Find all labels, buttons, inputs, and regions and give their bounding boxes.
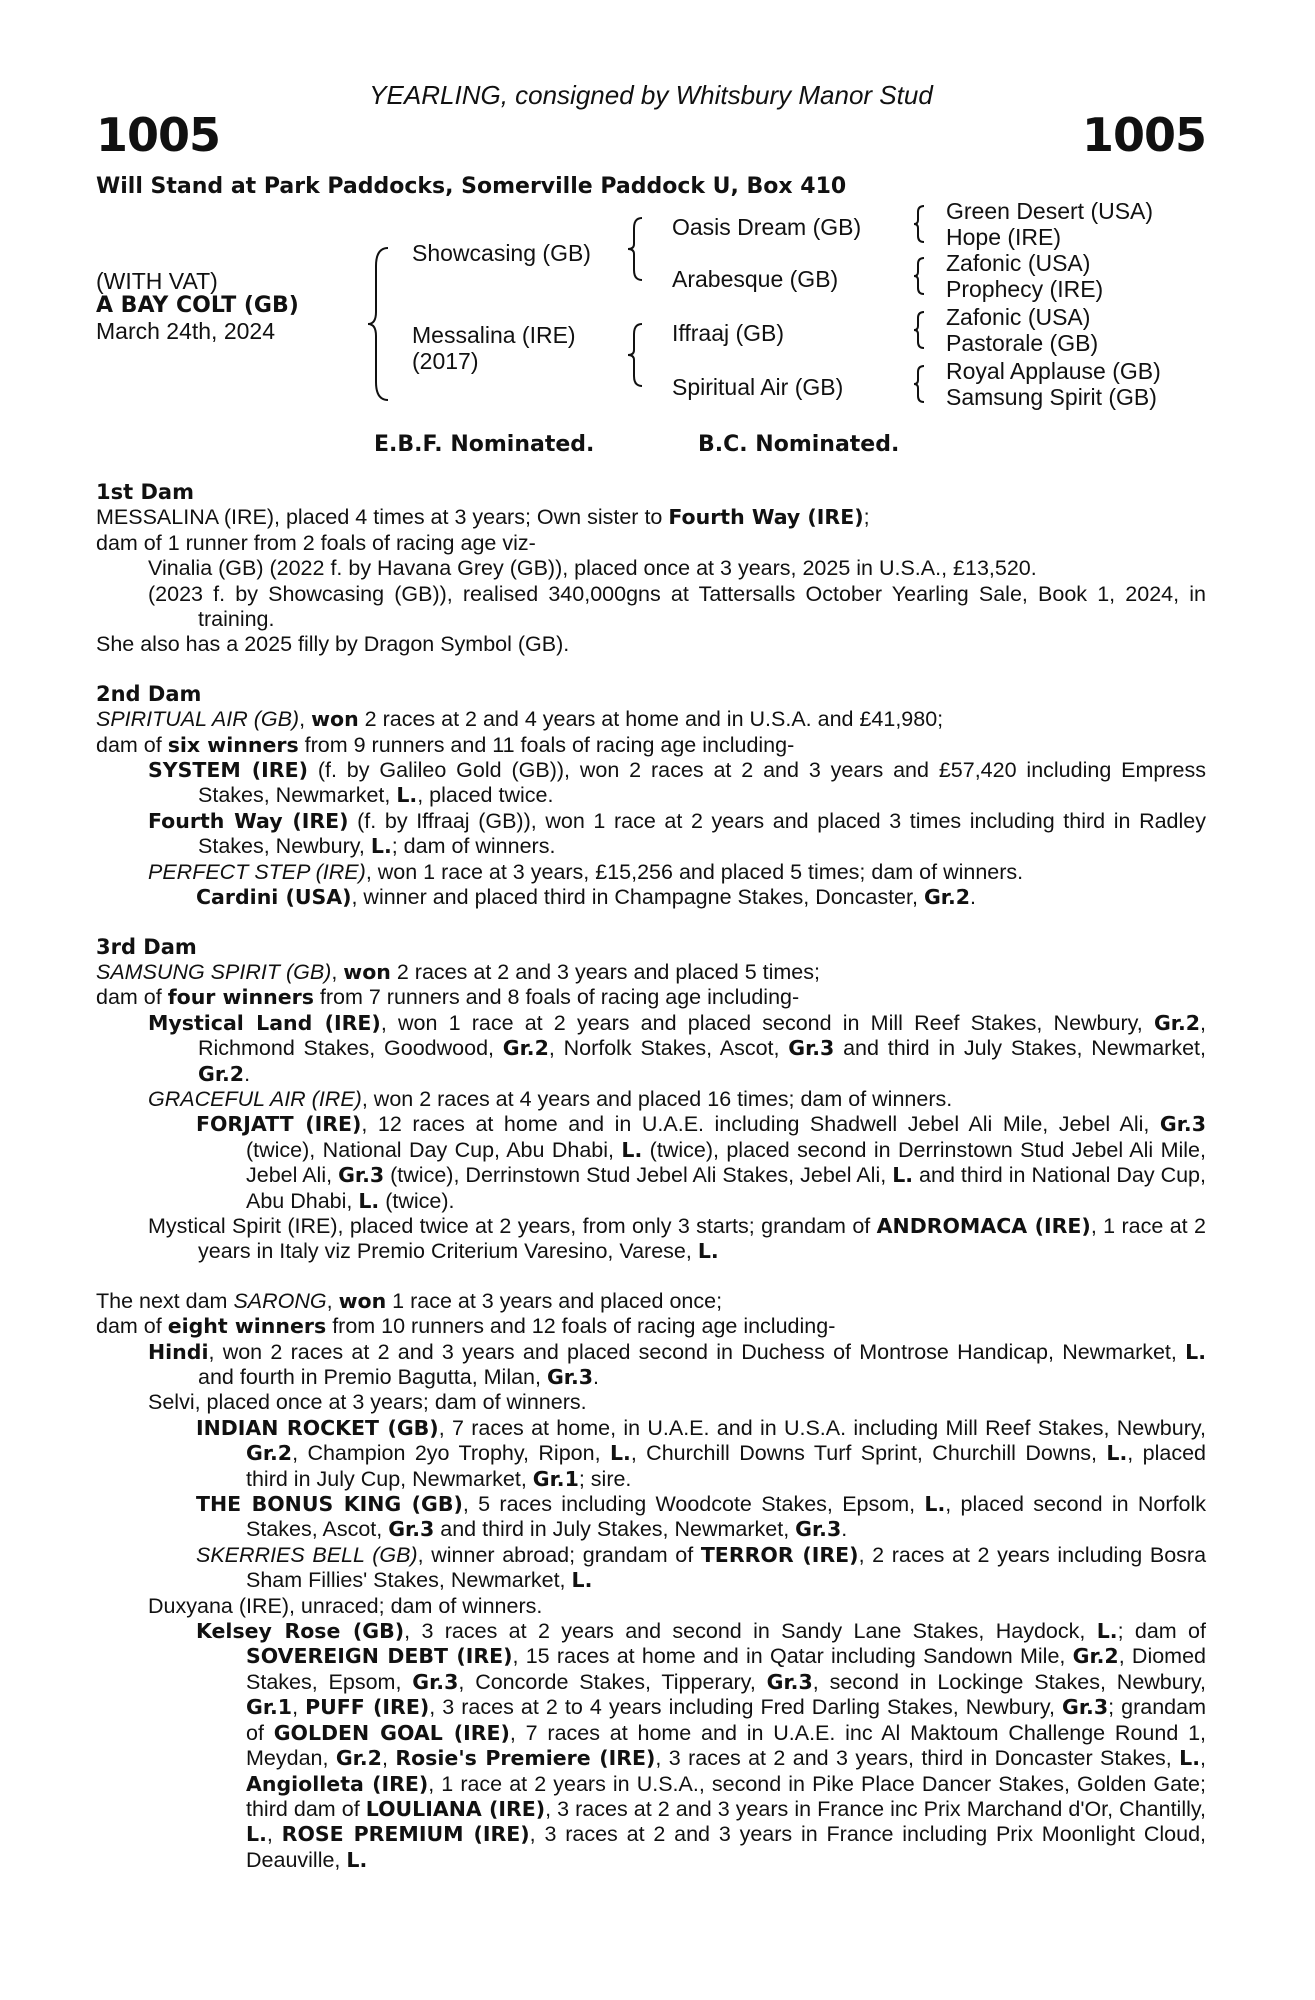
sire-sire: Oasis Dream (GB)	[672, 214, 862, 240]
brace-icon	[912, 256, 926, 296]
g-sire-dam-sire: Zafonic (USA)	[946, 250, 1091, 276]
pedigree-table	[96, 196, 1206, 436]
progeny-entry: SYSTEM (IRE) (f. by Galileo Gold (GB)), won 2 races at 2 and 3 years and £57,420 including Empress Stakes, Newmarket, L., placed twice.	[148, 758, 1206, 808]
brace-icon	[366, 246, 390, 402]
dam-dam: Spiritual Air (GB)	[672, 374, 844, 400]
stand-location: Will Stand at Park Paddocks, Somerville Paddock U, Box 410	[96, 174, 847, 199]
next-dam-text: dam of eight winners from 10 runners and 12 foals of racing age including-	[96, 1314, 836, 1339]
g-dam-sire-dam: Pastorale (GB)	[946, 330, 1099, 356]
first-dam-text: MESSALINA (IRE), placed 4 times at 3 years; Own sister to Fourth Way (IRE);	[96, 505, 870, 530]
progeny-entry: Duxyana (IRE), unraced; dam of winners.	[148, 1593, 543, 1618]
progeny-entry: Selvi, placed once at 3 years; dam of winners.	[148, 1390, 587, 1415]
g-dam-dam-dam: Samsung Spirit (GB)	[946, 384, 1157, 410]
third-dam-text: dam of four winners from 7 runners and 8 foals of racing age including-	[96, 985, 800, 1010]
progeny-entry: SKERRIES BELL (GB), winner abroad; grandam of TERROR (IRE), 2 races at 2 years including Bosra Sham Fillies' Stakes, Newmarket, L.	[196, 1542, 1207, 1593]
progeny-entry: GRACEFUL AIR (IRE), won 2 races at 4 years and placed 16 times; dam of winners.	[148, 1086, 953, 1111]
lot-number-left: 1005	[96, 108, 221, 162]
brace-icon	[912, 364, 926, 404]
second-dam-text: SPIRITUAL AIR (GB), won 2 races at 2 and 4 years at home and in U.S.A. and £41,980;	[96, 707, 944, 732]
progeny-entry: Mystical Spirit (IRE), placed twice at 2 years, from only 3 starts; grandam of ANDROMACA (IRE), 1 race at 2 years in Italy viz Premio Criterium Varesino, Varese, L.	[148, 1213, 1207, 1264]
next-dam-text: The next dam SARONG, won 1 race at 3 years and placed once;	[96, 1288, 723, 1313]
progeny-entry: (2023 f. by Showcasing (GB)), realised 340,000gns at Tattersalls October Yearling Sale, Book 1, 2024, in training.	[148, 581, 1206, 632]
second-dam-heading: 2nd Dam	[96, 681, 202, 706]
sire-dam: Arabesque (GB)	[672, 266, 839, 292]
catalogue-notes	[96, 480, 1206, 1873]
g-sire-sire-dam: Hope (IRE)	[946, 224, 1062, 250]
brace-icon	[912, 204, 926, 244]
first-dam-text: dam of 1 runner from 2 foals of racing age viz-	[96, 530, 536, 555]
g-dam-dam-sire: Royal Applause (GB)	[946, 358, 1161, 384]
brace-icon	[626, 322, 644, 388]
progeny-entry: THE BONUS KING (GB), 5 races including Woodcote Stakes, Epsom, L., placed second in Norfolk Stakes, Ascot, Gr.3 and third in July Stakes, Newmarket, Gr.3.	[196, 1492, 1206, 1542]
third-dam-text: SAMSUNG SPIRIT (GB), won 2 races at 2 and 3 years and placed 5 times;	[96, 959, 820, 984]
g-dam-sire-sire: Zafonic (USA)	[946, 304, 1091, 330]
ebf-nominated: E.B.F. Nominated.	[374, 432, 595, 457]
first-dam-heading: 1st Dam	[96, 480, 194, 504]
progeny-entry: Kelsey Rose (GB), 3 races at 2 years and second in Sandy Lane Stakes, Haydock, L.; dam of SOVEREIGN DEBT (IRE), 15 races at home and in Qatar including Sandown Mile, Gr.2, Diomed Stakes, Epsom, Gr.3, Concorde Stakes, Tipperary, Gr.3, second in Lockinge Stakes, Newbury, Gr.1, PUFF (IRE), 3 races at 2 to 4 years including Fred Darling Stakes, Newbury, Gr.3; grandam of GOLDEN GOAL (IRE), 7 races at home and in U.A.E. inc Al Maktoum Challenge Round 1, Meydan, Gr.2, Rosie's Premiere (IRE), 3 races at 2 and 3 years, third in Doncaster Stakes, L., Angiolleta (IRE), 1 race at 2 years in U.S.A., second in Pike Place Dancer Stakes, Golden Gate; third dam of LOULIANA (IRE), 3 races at 2 and 3 years in France inc Prix Marchand d'Or, Chantilly, L., ROSE PREMIUM (IRE), 3 races at 2 and 3 years in France including Prix Moonlight Cloud, Deauville, L.	[196, 1619, 1207, 1872]
progeny-entry: Mystical Land (IRE), won 1 race at 2 years and placed second in Mill Reef Stakes, Newbury, Gr.2, Richmond Stakes, Goodwood, Gr.2, Norfolk Stakes, Ascot, Gr.3 and third in July Stakes, Newmarket, Gr.2.	[148, 1010, 1206, 1086]
vat-note: (WITH VAT)	[96, 268, 218, 294]
foaling-date: March 24th, 2024	[96, 318, 276, 344]
third-dam-heading: 3rd Dam	[96, 934, 197, 959]
progeny-entry: Vinalia (GB) (2022 f. by Havana Grey (GB)), placed once at 3 years, 2025 in U.S.A., £13,520.	[148, 556, 1037, 581]
progeny-entry: Hindi, won 2 races at 2 and 3 years and placed second in Duchess of Montrose Handicap, Newmarket, L. and fourth in Premio Bagutta, Milan, Gr.3.	[148, 1339, 1206, 1389]
g-sire-sire-sire: Green Desert (USA)	[946, 198, 1154, 224]
progeny-entry: Fourth Way (IRE) (f. by Iffraaj (GB)), won 1 race at 2 years and placed 3 times including third in Radley Stakes, Newbury, L.; dam of winners.	[148, 808, 1206, 859]
dam-year: (2017)	[412, 348, 479, 374]
brace-icon	[912, 310, 926, 350]
catalogue-page	[96, 0, 1206, 2000]
second-dam-text: dam of six winners from 9 runners and 11 foals of racing age including-	[96, 732, 795, 757]
g-sire-dam-dam: Prophecy (IRE)	[946, 276, 1104, 302]
dam-sire: Iffraaj (GB)	[672, 320, 785, 346]
dam: Messalina (IRE)	[412, 322, 576, 348]
consignor-line: YEARLING, consigned by Whitsbury Manor Stud	[369, 80, 933, 110]
bc-nominated: B.C. Nominated.	[698, 432, 900, 457]
horse-name: A BAY COLT (GB)	[96, 293, 299, 318]
progeny-entry: PERFECT STEP (IRE), won 1 race at 3 years, £15,256 and placed 5 times; dam of winners.	[148, 859, 1024, 884]
sire: Showcasing (GB)	[412, 240, 591, 266]
progeny-entry: Cardini (USA), winner and placed third in Champagne Stakes, Doncaster, Gr.2.	[196, 885, 977, 910]
progeny-entry: FORJATT (IRE), 12 races at home and in U.A.E. including Shadwell Jebel Ali Mile, Jebel Ali, Gr.3 (twice), National Day Cup, Abu Dhabi, L. (twice), placed second in Derrinstown Stud Jebel Ali Mile, Jebel Ali, Gr.3 (twice), Derrinstown Stud Jebel Ali Stakes, Jebel Ali, L. and third in National Day Cup, Abu Dhabi, L. (twice).	[196, 1112, 1206, 1213]
lot-number-right: 1005	[1081, 108, 1206, 162]
progeny-entry: INDIAN ROCKET (GB), 7 races at home, in U.A.E. and in U.S.A. including Mill Reef Stakes, Newbury, Gr.2, Champion 2yo Trophy, Ripon, L., Churchill Downs Turf Sprint, Churchill Downs, L., placed third in July Cup, Newmarket, Gr.1; sire.	[196, 1415, 1206, 1491]
first-dam-text: She also has a 2025 filly by Dragon Symbol (GB).	[96, 632, 570, 657]
brace-icon	[626, 216, 644, 282]
